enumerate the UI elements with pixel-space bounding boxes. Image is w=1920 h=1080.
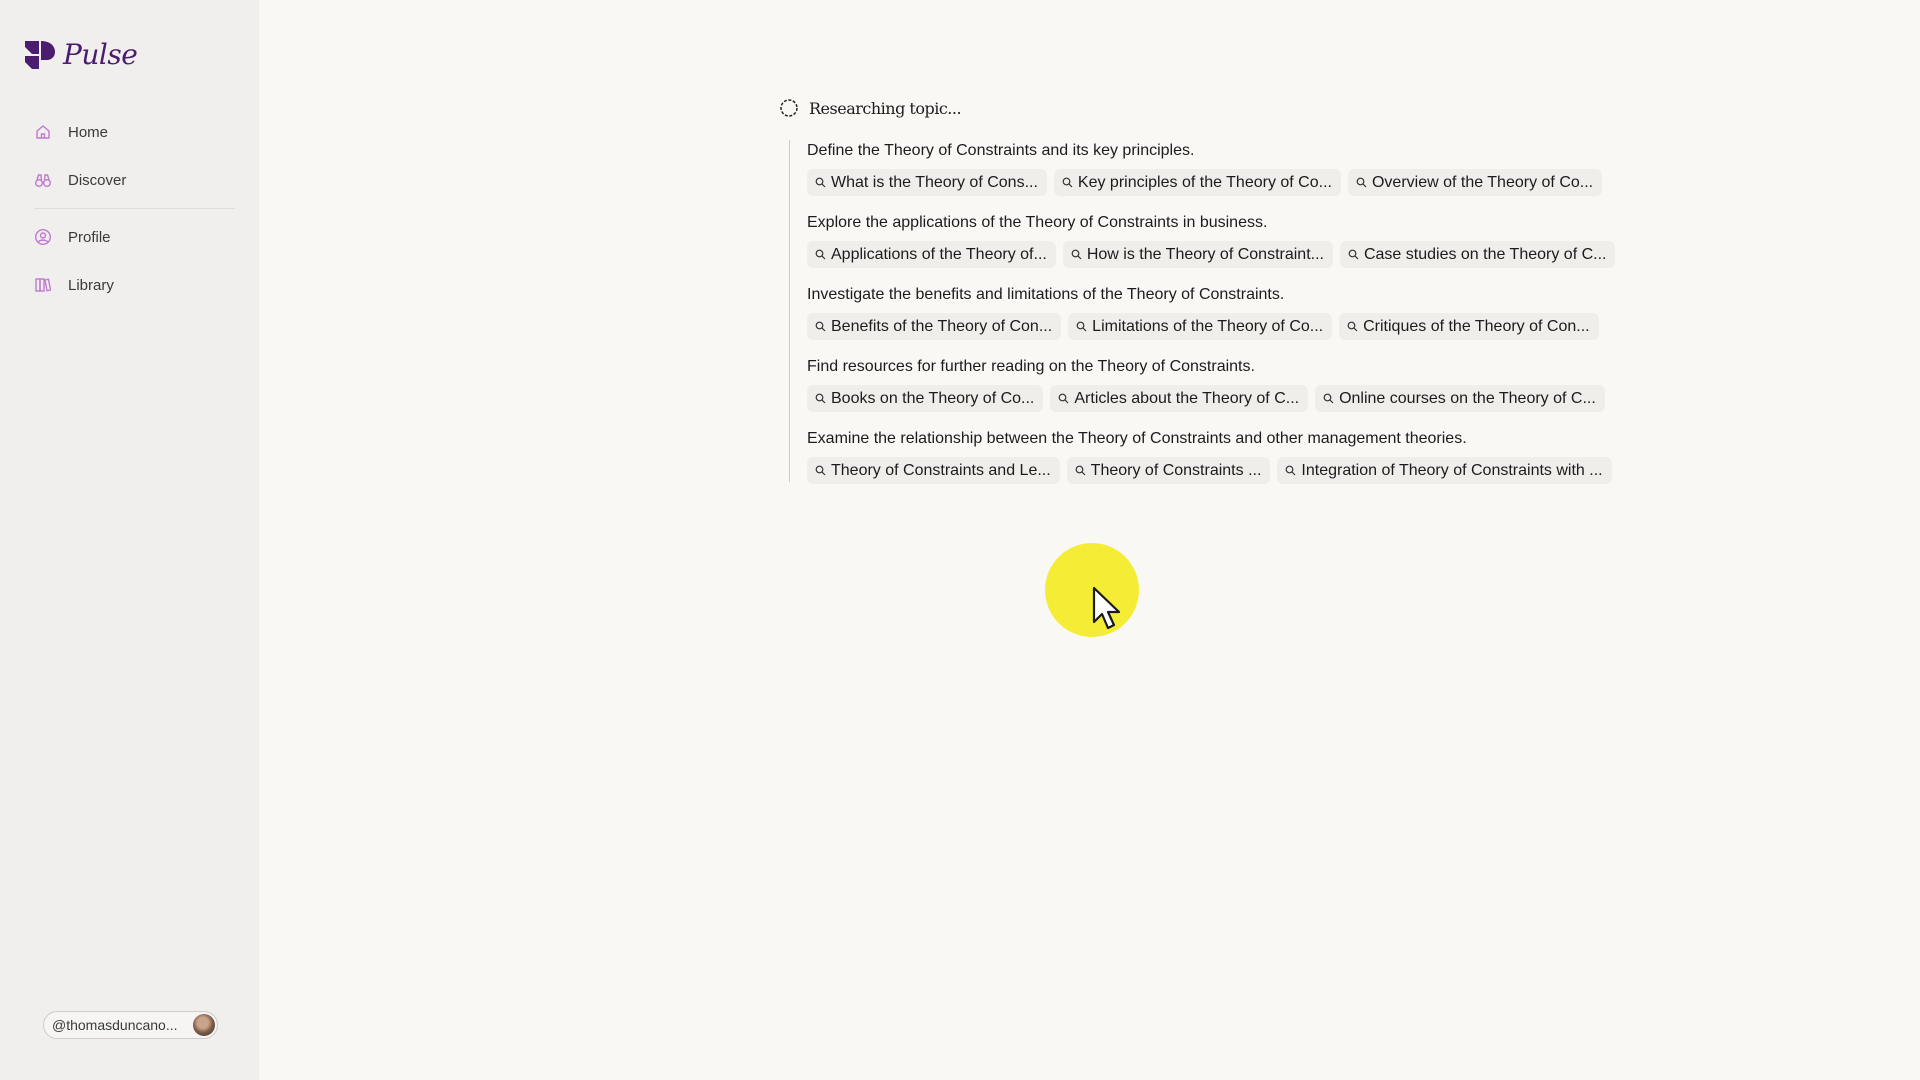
search-query-chip[interactable] xyxy=(1050,385,1308,412)
home-icon xyxy=(34,123,52,141)
search-query-chip[interactable] xyxy=(1348,169,1602,196)
search-query-chip[interactable] xyxy=(1315,385,1605,412)
step-title: Explore the applications of the Theory of Constraints in business. xyxy=(807,214,1268,231)
avatar xyxy=(193,1014,215,1036)
search-icon xyxy=(815,393,826,404)
search-icon xyxy=(1348,249,1359,260)
search-query-chip[interactable] xyxy=(1068,313,1332,340)
search-icon xyxy=(815,249,826,260)
app-logo[interactable] xyxy=(23,38,137,72)
sidebar-item-label: Library xyxy=(68,276,114,294)
sidebar xyxy=(0,0,259,1080)
search-query-chip[interactable] xyxy=(1277,457,1611,484)
search-icon xyxy=(1356,177,1367,188)
search-query-chip[interactable] xyxy=(1063,241,1333,268)
query-chips xyxy=(807,385,1605,412)
user-circle-icon xyxy=(34,228,52,246)
chip-label: Books on the Theory of Co... xyxy=(831,389,1035,407)
search-icon xyxy=(1347,321,1358,332)
user-account-button[interactable] xyxy=(43,1011,218,1039)
search-icon xyxy=(815,321,826,332)
query-chips xyxy=(807,241,1615,268)
query-chips xyxy=(807,169,1602,196)
loading-spinner-icon xyxy=(779,98,799,118)
step-title: Find resources for further reading on the Theory of Constraints. xyxy=(807,358,1255,375)
research-status xyxy=(779,98,961,118)
user-handle: @thomasduncano... xyxy=(52,1017,178,1033)
mouse-pointer-icon xyxy=(1091,586,1123,632)
research-step xyxy=(807,213,1615,268)
research-step xyxy=(807,429,1612,484)
search-icon xyxy=(1323,393,1334,404)
sidebar-item-label: Profile xyxy=(68,228,111,246)
chip-label: How is the Theory of Constraint... xyxy=(1086,245,1324,263)
chip-label: Theory of Constraints ... xyxy=(1090,461,1262,479)
chip-label: Articles about the Theory of C... xyxy=(1074,389,1300,407)
search-query-chip[interactable] xyxy=(1340,241,1616,268)
research-step xyxy=(807,285,1599,340)
search-icon xyxy=(1058,393,1069,404)
search-query-chip[interactable] xyxy=(807,313,1061,340)
pulse-logo-icon xyxy=(23,38,57,72)
sidebar-item-profile[interactable] xyxy=(34,225,111,249)
sidebar-item-home[interactable] xyxy=(34,120,108,144)
step-title: Define the Theory of Constraints and its key principles. xyxy=(807,142,1195,159)
sidebar-item-label: Home xyxy=(68,123,109,141)
search-query-chip[interactable] xyxy=(1339,313,1598,340)
chip-label: Overview of the Theory of Co... xyxy=(1371,173,1594,191)
chip-label: Online courses on the Theory of C... xyxy=(1339,389,1596,407)
research-step xyxy=(807,141,1602,196)
chip-label: Theory of Constraints and Le... xyxy=(831,461,1051,479)
research-step xyxy=(807,357,1605,412)
binoculars-icon xyxy=(34,171,52,189)
app-name: Pulse xyxy=(63,38,138,71)
search-icon xyxy=(1075,465,1086,476)
chip-label: Key principles of the Theory of Co... xyxy=(1077,173,1332,191)
main-content xyxy=(259,0,1920,1080)
chip-label: What is the Theory of Cons... xyxy=(831,173,1038,191)
search-query-chip[interactable] xyxy=(807,457,1060,484)
query-chips xyxy=(807,457,1612,484)
search-query-chip[interactable] xyxy=(807,241,1056,268)
search-query-chip[interactable] xyxy=(1054,169,1341,196)
search-query-chip[interactable] xyxy=(1067,457,1271,484)
chip-label: Benefits of the Theory of Con... xyxy=(831,317,1053,335)
chip-label: Case studies on the Theory of C... xyxy=(1363,245,1607,263)
chip-label: Critiques of the Theory of Con... xyxy=(1363,317,1590,335)
sidebar-item-discover[interactable] xyxy=(34,168,126,192)
books-icon xyxy=(34,276,52,294)
search-icon xyxy=(1071,249,1082,260)
search-icon xyxy=(815,465,826,476)
sidebar-divider xyxy=(34,208,235,209)
chip-label: Limitations of the Theory of Co... xyxy=(1092,317,1324,335)
search-query-chip[interactable] xyxy=(807,385,1043,412)
search-icon xyxy=(815,177,826,188)
chip-label: Applications of the Theory of... xyxy=(831,245,1047,263)
search-query-chip[interactable] xyxy=(807,169,1047,196)
search-icon xyxy=(1062,177,1073,188)
search-icon xyxy=(1285,465,1296,476)
step-title: Examine the relationship between the Theory of Constraints and other management theories. xyxy=(807,430,1467,447)
search-icon xyxy=(1076,321,1087,332)
query-chips xyxy=(807,313,1599,340)
sidebar-item-library[interactable] xyxy=(34,273,114,297)
sidebar-item-label: Discover xyxy=(68,171,127,189)
chip-label: Integration of Theory of Constraints with ... xyxy=(1301,461,1603,479)
research-steps xyxy=(789,140,1612,482)
step-title: Investigate the benefits and limitations of the Theory of Constraints. xyxy=(807,286,1285,303)
status-text: Researching topic... xyxy=(809,98,962,118)
